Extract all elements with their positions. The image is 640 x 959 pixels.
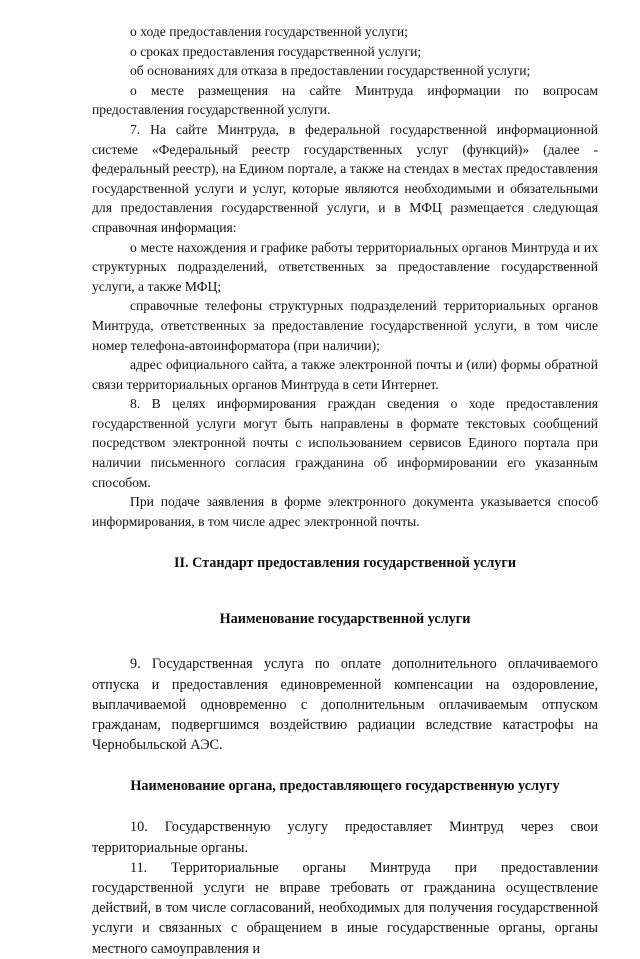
paragraph-8-note: При подаче заявления в форме электронного документа указывается способ информирования, в том числе адрес электронной почты. <box>92 494 598 529</box>
info-item-website: адрес официального сайта, а также электронной почты и (или) формы обратной связи территориальных органов Минтруда в сети Интернет. <box>92 357 598 392</box>
info-item-location: о месте нахождения и графике работы территориальных органов Минтруда и их структурных подразделений, ответственных за предоставление государственной услуги, а также МФЦ; <box>92 239 598 294</box>
subtitle-authority: Наименование органа, предоставляющего государственную услугу <box>130 778 560 795</box>
paragraph-8: 8. В целях информирования граждан сведения о ходе предоставления государственной услуги могут быть направлены в формате текстовых сообщений посредством электронной почты с использованием сервисов Единого портала при наличии письменного согласия гражданина об информировании его указанным способом. <box>92 396 598 490</box>
section-title: II. Стандарт предоставления государственной услуги <box>173 555 517 572</box>
info-item-refusal: об основаниях для отказа в предоставлении государственной услуги; <box>130 63 531 79</box>
paragraph-7: 7. На сайте Минтруда, в федеральной государственной информационной системе «Федеральный реестр государственных услуг (функций)» (далее - федеральный реестр), на Едином портале, а также на стендах в местах предоставления государственной услуги и услуг, которые являются необходимыми и обязательными для предоставления государственной услуги, и в МФЦ размещается следующая справочная информация: <box>92 121 598 235</box>
info-item-placement: о месте размещения на сайте Минтруда информации по вопросам предоставления государственной услуги. <box>92 82 598 118</box>
subtitle-service-name: Наименование государственной услуги <box>219 611 471 628</box>
info-item-terms: о сроках предоставления государственной услуги; <box>130 43 422 59</box>
paragraph-11: 11. Территориальные органы Минтруда при предоставлении государственной услуги не вправе требовать от гражданина осуществление действий, в том числе согласований, необходимых для получения государственной услуги и связанных с обращением в иные государственные органы, органы местного самоуправления и <box>92 859 598 957</box>
info-item-phones: справочные телефоны структурных подразделений территориальных органов Минтруда, ответственных за предоставление государственной услуги, в том числе номер телефона-автоинформатора (при наличии); <box>92 298 598 353</box>
info-item-progress: о ходе предоставления государственной услуги; <box>130 24 408 39</box>
paragraph-9: 9. Государственная услуга по оплате дополнительного оплачиваемого отпуска и предоставления единовременной компенсации на оздоровление, выплачиваемой одновременно с дополнительным оплачиваемым отпуском гражданам, подвергшимся воздействию радиации вследствие катастрофы на Чернобыльской АЭС. <box>92 656 598 754</box>
paragraph-10: 10. Государственную услугу предоставляет Минтруд через свои территориальные органы. <box>92 819 598 856</box>
